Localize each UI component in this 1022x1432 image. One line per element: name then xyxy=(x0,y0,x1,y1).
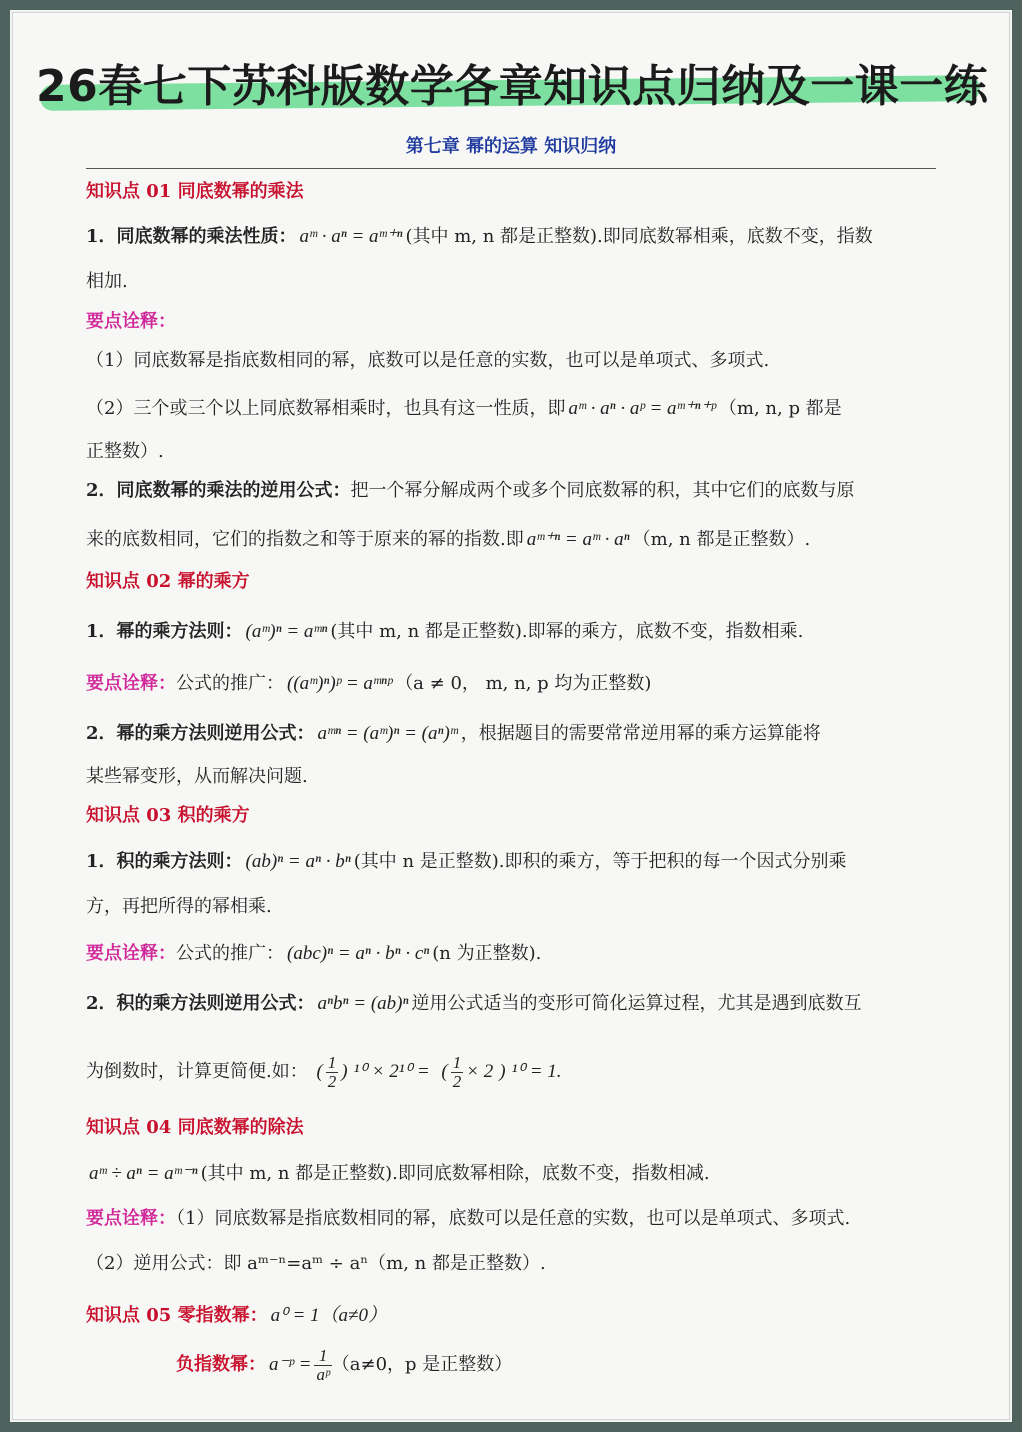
k5-negative-label: 负指数幂： xyxy=(176,1354,266,1375)
title-block xyxy=(36,50,989,112)
k3-example-paren-close: ) xyxy=(341,1061,348,1082)
k5-zero-line xyxy=(86,1304,390,1328)
k2-rule-line xyxy=(86,620,803,644)
k3-inverse-text: 逆用公式适当的变形可简化运算过程，尤其是遇到底数互 xyxy=(411,993,862,1014)
k3-example-part3: ¹⁰ = 1. xyxy=(511,1061,562,1082)
k1-rule-label: 1．同底数幂的乘法性质： xyxy=(86,226,297,247)
k3-inverse-label: 2．积的乘方法则逆用公式： xyxy=(86,993,315,1014)
k5-negative-tail: （a≠0，p 是正整数） xyxy=(331,1354,513,1375)
k3-example-part1: ¹⁰ × 2¹⁰ = xyxy=(353,1061,430,1082)
k3-example-text: 为倒数时，计算更简便.如： xyxy=(86,1061,308,1082)
section-heading-01: 知识点 01 同底数幂的乘法 xyxy=(86,181,304,202)
k3-example-part2: × 2 xyxy=(466,1061,494,1082)
k2-inverse-text: ，根据题目的需要常常逆用幂的乘方运算能将 xyxy=(460,723,821,744)
chapter-heading: 第七章 幂的运算 知识归纳 xyxy=(405,136,617,157)
section-heading-02: 知识点 02 幂的乘方 xyxy=(86,571,250,592)
k3-rule-line xyxy=(86,850,847,874)
k2-inverse-label: 2．幂的乘方法则逆用公式： xyxy=(86,723,315,744)
k3-example-fraction-1: $\frac{1}{2}$ xyxy=(327,1052,337,1091)
k1-inverse-label: 2．同底数幂的乘法的逆用公式： xyxy=(86,480,351,501)
k1-rule-text: (其中 m, n 都是正整数).即同底数幂相乘，底数不变，指数 xyxy=(405,226,873,247)
k2-tip-line xyxy=(86,672,651,696)
k2-rule-label: 1．幂的乘方法则： xyxy=(86,621,243,642)
k4-formula: aᵐ ÷ aⁿ = aᵐ⁻ⁿ xyxy=(89,1163,198,1184)
k1-note-1: （1）同底数幂是指底数相同的幂，底数可以是任意的实数，也可以是单项式、多项式. xyxy=(86,350,770,371)
k1-inverse-continuation xyxy=(86,528,810,552)
k3-tip-label: 要点诠释： xyxy=(86,943,176,964)
section-heading-03: 知识点 03 积的乘方 xyxy=(86,805,250,826)
k4-tip-label: 要点诠释： xyxy=(86,1208,176,1229)
k1-rule-continuation: 相加. xyxy=(86,271,128,292)
k5-negative-fraction: $\frac{1}{\text{aᵖ}}$ xyxy=(316,1345,330,1384)
k3-example-line xyxy=(86,1052,565,1092)
k2-tip-tail: （a ≠ 0， m, n, p 均为正整数) xyxy=(395,673,652,694)
k3-inverse-formula: aⁿbⁿ = (ab)ⁿ xyxy=(317,993,409,1014)
k4-note-2: （2）逆用公式：即 aᵐ⁻ⁿ=aᵐ ÷ aⁿ（m, n 都是正整数）. xyxy=(86,1253,546,1274)
k1-inverse-text: 把一个幂分解成两个或多个同底数幂的积，其中它们的底数与原 xyxy=(350,480,855,501)
k1-note-2-tail: （m, n, p 都是 xyxy=(718,398,842,419)
k3-rule-text: (其中 n 是正整数).即积的乘方，等于把积的每一个因式分别乘 xyxy=(353,851,847,872)
k1-note-2-text: （2）三个或三个以上同底数幂相乘时，也具有这一性质，即 xyxy=(86,398,566,419)
k4-tip-line xyxy=(86,1207,850,1231)
divider xyxy=(86,168,936,169)
k5-negative-line xyxy=(176,1342,512,1388)
k1-inverse-tail: （m, n 都是正整数）. xyxy=(632,529,811,550)
k4-rule-line xyxy=(86,1162,710,1186)
k3-rule-label: 1．积的乘方法则： xyxy=(86,851,243,872)
k2-rule-text: (其中 m, n 都是正整数).即幂的乘方，底数不变，指数相乘. xyxy=(330,621,804,642)
section-heading-04: 知识点 04 同底数幂的除法 xyxy=(86,1117,304,1138)
k1-inverse-cont-text: 来的底数相同，它们的指数之和等于原来的幂的指数.即 xyxy=(86,529,524,550)
k3-example-fraction-2: $\frac{1}{2}$ xyxy=(452,1052,462,1091)
k3-example-paren2-close: ) xyxy=(499,1061,506,1082)
k2-tip-formula: ((aᵐ)ⁿ)ᵖ = aᵐⁿᵖ xyxy=(287,673,393,694)
k1-inverse-line xyxy=(86,479,855,503)
k2-inverse-formula: aᵐⁿ = (aᵐ)ⁿ = (aⁿ)ᵐ xyxy=(317,723,458,744)
k5-zero-formula: a⁰ = 1（a≠0） xyxy=(270,1305,387,1326)
k1-note-2 xyxy=(86,397,842,421)
k2-formula: (aᵐ)ⁿ = aᵐⁿ xyxy=(245,621,328,642)
k3-formula: (ab)ⁿ = aⁿ · bⁿ xyxy=(245,851,351,872)
k3-tip-formula: (abc)ⁿ = aⁿ · bⁿ · cⁿ xyxy=(287,943,430,964)
k1-tip-label: 要点诠释： xyxy=(86,311,176,332)
k2-inverse-line xyxy=(86,722,821,746)
k5-negative-lhs: a⁻ᵖ = xyxy=(269,1354,312,1375)
k3-example-paren2-open: ( xyxy=(441,1061,448,1082)
k1-note-2-continuation: 正整数）. xyxy=(86,441,164,462)
section-heading-05: 知识点 05 零指数幂： xyxy=(86,1305,268,1326)
k1-rule-line xyxy=(86,225,873,249)
page-title: 26春七下苏科版数学各章知识点归纳及一课一练 xyxy=(36,61,989,112)
k2-tip-label: 要点诠释： xyxy=(86,673,176,694)
k4-tip-text: （1）同底数幂是指底数相同的幂，底数可以是任意的实数，也可以是单项式、多项式. xyxy=(176,1208,851,1229)
k2-inverse-continuation: 某些幂变形，从而解决问题. xyxy=(86,766,308,787)
k3-tip-text: 公式的推广： xyxy=(176,943,284,964)
k4-rule-text: (其中 m, n 都是正整数).即同底数幂相除，底数不变，指数相减. xyxy=(200,1163,710,1184)
k1-note-2-formula: aᵐ · aⁿ · aᵖ = aᵐ⁺ⁿ⁺ᵖ xyxy=(568,398,716,419)
k1-formula: aᵐ · aⁿ = aᵐ⁺ⁿ xyxy=(299,226,403,247)
k3-tip-tail: (n 为正整数). xyxy=(432,943,542,964)
k3-tip-line xyxy=(86,942,541,966)
k3-example-paren-open: ( xyxy=(316,1061,323,1082)
k1-inverse-formula: aᵐ⁺ⁿ = aᵐ · aⁿ xyxy=(526,529,630,550)
k3-rule-continuation: 方，再把所得的幂相乘. xyxy=(86,896,272,917)
k3-inverse-line xyxy=(86,992,861,1016)
k2-tip-text: 公式的推广： xyxy=(176,673,284,694)
